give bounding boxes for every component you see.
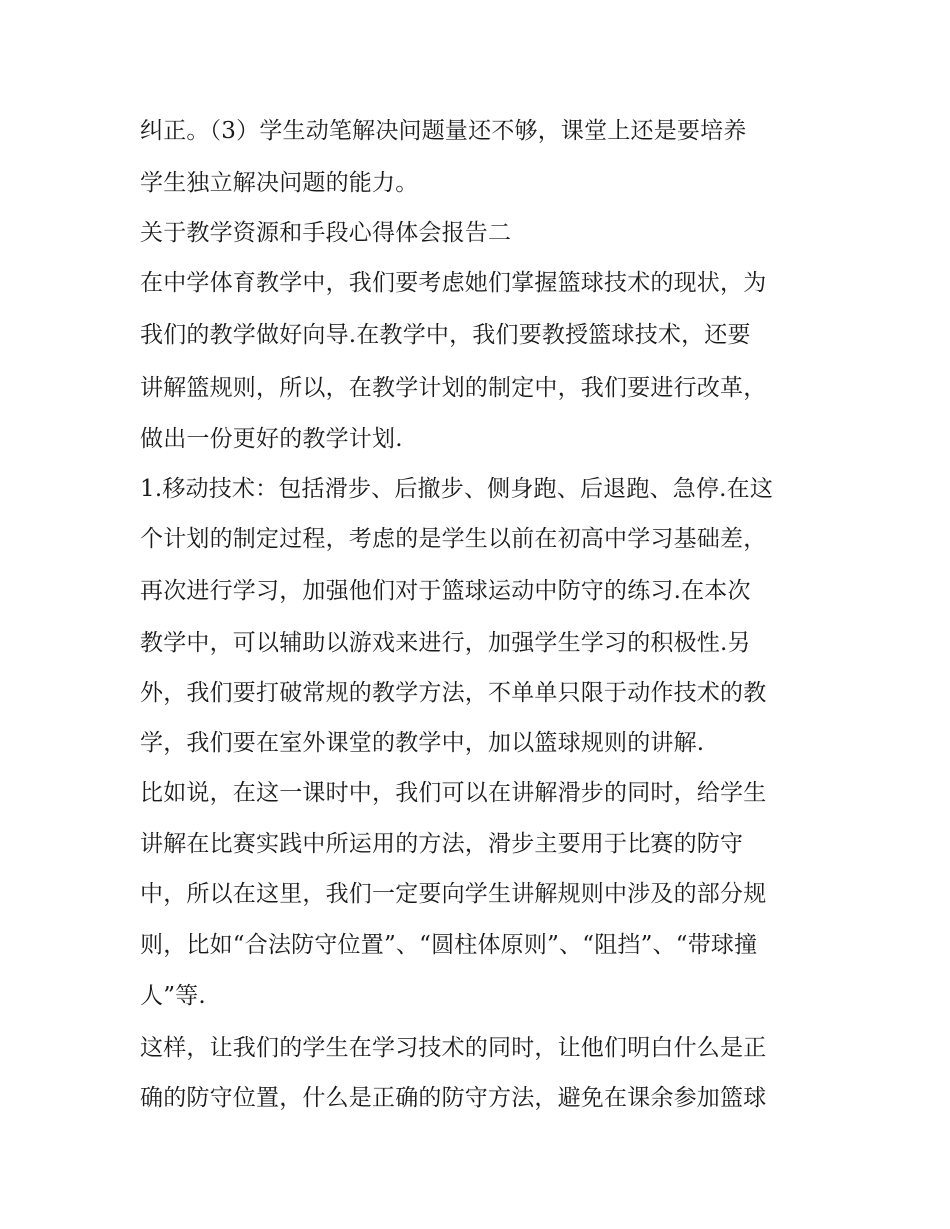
text-line: 学，我们要在室外课堂的教学中，加以篮球规则的讲解. — [140, 730, 705, 756]
text-line: 纠正。（3）学生动笔解决问题量还不够，课堂上还是要培养 — [140, 118, 747, 144]
text-line: 个计划的制定过程，考虑的是学生以前在初高中学习基础差， — [140, 526, 767, 552]
text-line: 再次进行学习，加强他们对于篮球运动中防守的练习.在本次 — [140, 578, 751, 604]
text-line: 这样，让我们的学生在学习技术的同时，让他们明白什么是正 — [140, 1035, 767, 1061]
text-line: 1.移动技术：包括滑步、后撤步、侧身跑、后退跑、急停.在这 — [140, 476, 774, 502]
text-line: 我们的教学做好向导.在教学中，我们要教授篮球技术，还要 — [140, 322, 751, 348]
text-line: 讲解在比赛实践中所运用的方法，滑步主要用于比赛的防守 — [140, 831, 744, 857]
text-line: 中，所以在这里，我们一定要向学生讲解规则中涉及的部分规 — [140, 881, 767, 907]
text-line: 做出一份更好的教学计划. — [140, 426, 403, 452]
section-heading: 关于教学资源和手段心得体会报告二 — [140, 220, 512, 246]
text-line: 教学中，可以辅助以游戏来进行，加强学生学习的积极性.另 — [140, 630, 751, 656]
text-line: 确的防守位置，什么是正确的防守方法，避免在课余参加篮球 — [140, 1085, 767, 1111]
text-line: 学生独立解决问题的能力。 — [140, 170, 419, 196]
text-line: 外，我们要打破常规的教学方法，不单单只限于动作技术的教 — [140, 680, 767, 706]
text-line: 比如说，在这一课时中，我们可以在讲解滑步的同时，给学生 — [140, 780, 767, 806]
text-line: 在中学体育教学中，我们要考虑她们掌握篮球技术的现状，为 — [140, 270, 767, 296]
text-line: 则，比如“合法防守位置”、“圆柱体原则”、“阻挡”、“带球撞 — [140, 932, 758, 958]
text-line: 人”等. — [140, 983, 206, 1009]
text-line: 讲解篮规则，所以，在教学计划的制定中，我们要进行改革， — [140, 375, 767, 401]
